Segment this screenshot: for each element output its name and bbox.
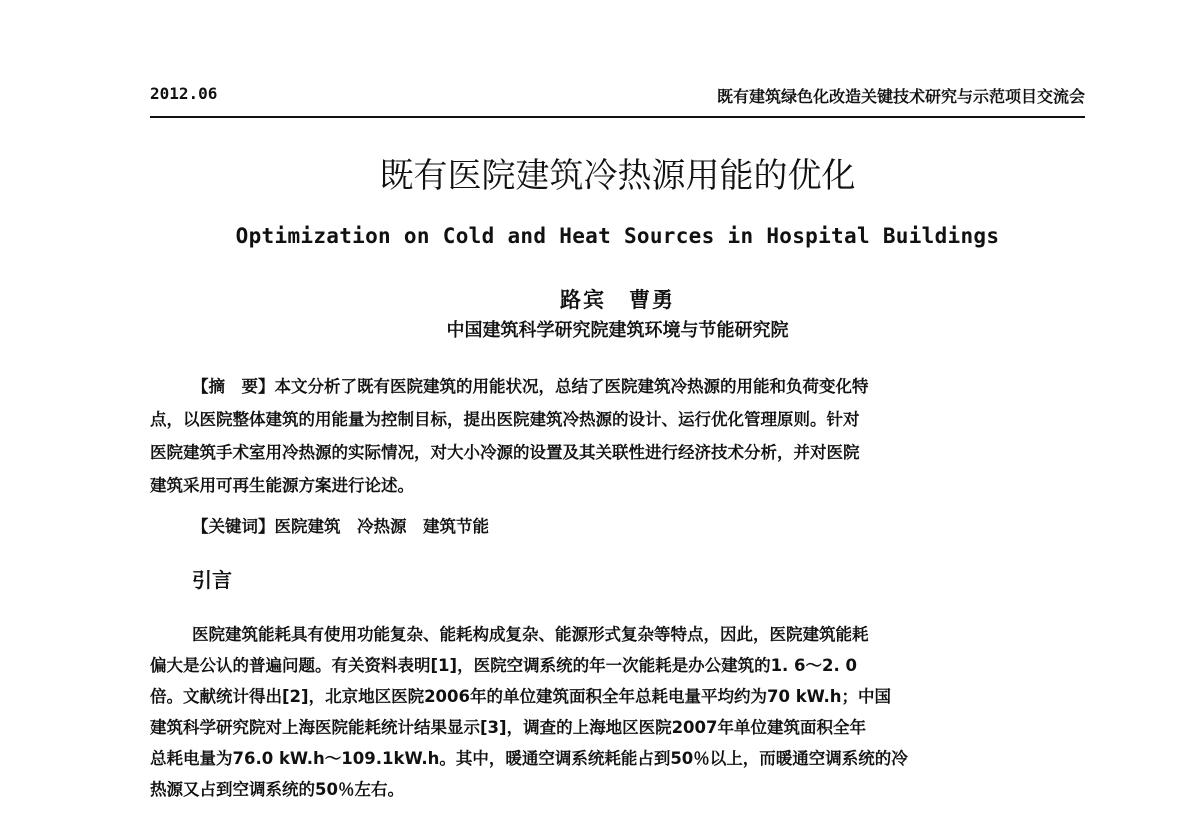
abstract-line: 【摘 要】本文分析了既有医院建筑的用能状况，总结了医院建筑冷热源的用能和负荷变化特 xyxy=(192,377,869,396)
body-line: 医院建筑能耗具有使用功能复杂、能耗构成复杂、能源形式复杂等特点，因此，医院建筑能耗 xyxy=(192,625,869,644)
affiliation: 中国建筑科学研究院建筑环境与节能研究院 xyxy=(446,320,789,341)
keywords xyxy=(150,510,1085,543)
body-line: 倍。文献统计得出[2]，北京地区医院2006年的单位建筑面积全年总耗电量平均约为70 kW.h；中国 xyxy=(150,687,892,706)
body-line: 总耗电量为76.0 kW.h～109.1kW.h。其中，暖通空调系统耗能占到50％以上，而暖通空调系统的冷 xyxy=(150,749,908,768)
authors: 路宾 曹勇 xyxy=(560,287,675,312)
body-line: 偏大是公认的普遍问题。有关资料表明[1]，医院空调系统的年一次能耗是办公建筑的1. 6～2. 0 xyxy=(150,656,858,675)
abstract-line: 点，以医院整体建筑的用能量为控制目标，提出医院建筑冷热源的设计、运行优化管理原则。针对 xyxy=(150,410,860,429)
body-line: 建筑科学研究院对上海医院能耗统计结果显示[3]，调查的上海地区医院2007年单位建筑面积全年 xyxy=(150,718,866,737)
section-body xyxy=(150,619,1085,805)
body-line: 热源又占到空调系统的50％左右。 xyxy=(150,780,404,799)
abstract-line: 医院建筑手术室用冷热源的实际情况，对大小冷源的设置及其关联性进行经济技术分析，并对医院 xyxy=(150,443,860,462)
abstract xyxy=(150,370,1085,502)
paper-title: 既有医院建筑冷热源用能的优化 xyxy=(379,156,856,196)
issue-date: 2012.06 xyxy=(150,84,218,103)
section-heading: 引言 xyxy=(192,568,232,592)
header-rule xyxy=(150,116,1085,118)
keywords-line: 【关键词】医院建筑 冷热源 建筑节能 xyxy=(192,517,489,536)
paper-subtitle-english: Optimization on Cold and Heat Sources in Hospital Buildings xyxy=(235,224,1000,248)
abstract-line: 建筑采用可再生能源方案进行论述。 xyxy=(150,476,414,495)
conference-name: 既有建筑绿色化改造关键技术研究与示范项目交流会 xyxy=(716,87,1085,106)
